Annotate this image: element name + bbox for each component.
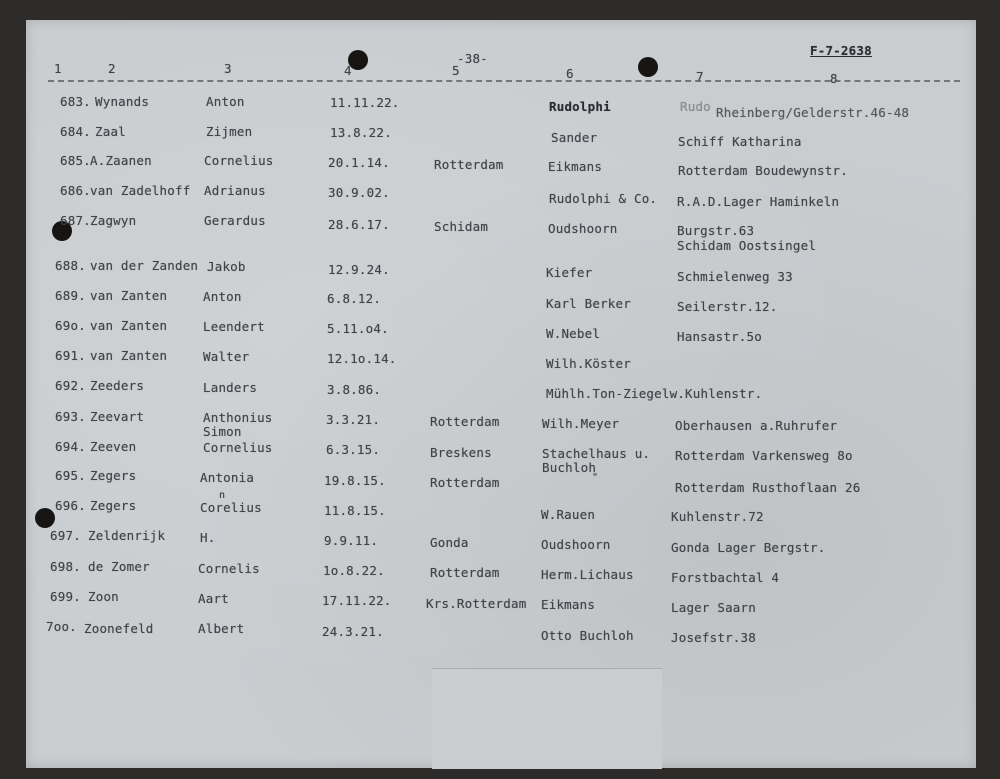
entry-birth-date: 12.1o.14. bbox=[327, 351, 397, 366]
entry-first-name: Gerardus bbox=[204, 213, 266, 228]
entry-birth-date: 30.9.02. bbox=[328, 185, 390, 200]
entry-first-name: Albert bbox=[198, 621, 245, 636]
entry-overtype: Rudo bbox=[680, 99, 711, 114]
entry-first-name: Cornelius bbox=[204, 153, 274, 168]
entry-address: Rotterdam Boudewynstr. bbox=[678, 163, 848, 178]
entry-surname: Zeeders bbox=[90, 378, 145, 393]
entry-first-name: Cornelius bbox=[203, 440, 273, 455]
entry-number: 694. bbox=[55, 439, 86, 454]
entry-surname: A.Zaanen bbox=[90, 153, 152, 168]
entry-first-name: Jakob bbox=[207, 259, 246, 274]
entry-first-name: Zijmen bbox=[206, 124, 253, 139]
entry-first-name-line2: Simon bbox=[203, 424, 242, 439]
entry-surname: Zoon bbox=[88, 589, 119, 604]
entry-surname: van der Zanden bbox=[90, 258, 199, 273]
entry-employer: W.Rauen bbox=[541, 507, 596, 522]
entry-number: 695. bbox=[55, 468, 86, 483]
entry-birth-date: 1o.8.22. bbox=[323, 563, 385, 578]
entry-address: Schiff Katharina bbox=[678, 134, 802, 149]
entry-birth-date: 28.6.17. bbox=[328, 217, 390, 232]
entry-number: 688. bbox=[55, 258, 86, 273]
entry-surname: Zeeven bbox=[90, 439, 137, 454]
entry-address: Burgstr.63 bbox=[677, 223, 755, 238]
entry-number: 69o. bbox=[55, 318, 86, 333]
entry-birth-date: 11.8.15. bbox=[324, 503, 386, 518]
column-number: 6 bbox=[566, 66, 574, 81]
entry-surname: Zegers bbox=[90, 498, 137, 513]
entry-surname: Zagwyn bbox=[90, 213, 137, 228]
punch-hole bbox=[35, 508, 55, 528]
entry-surname: de Zomer bbox=[88, 559, 150, 574]
entry-place: Rotterdam bbox=[434, 157, 504, 172]
entry-birth-date: 6.8.12. bbox=[327, 291, 382, 306]
entry-surname: Zegers bbox=[90, 468, 137, 483]
entry-place: Gonda bbox=[430, 535, 469, 550]
entry-surname: van Zanten bbox=[90, 348, 168, 363]
entry-first-name: Corelius bbox=[200, 500, 262, 515]
entry-birth-date: 19.8.15. bbox=[324, 473, 386, 488]
entry-number: 696. bbox=[55, 498, 86, 513]
column-number: 2 bbox=[108, 61, 116, 76]
entry-employer: Rudolphi & Co. bbox=[549, 191, 658, 206]
entry-address: Josefstr.38 bbox=[671, 630, 756, 645]
ditto-mark: " bbox=[592, 472, 599, 483]
entry-address: Hansastr.5o bbox=[677, 329, 762, 344]
entry-first-name: Leendert bbox=[203, 319, 265, 334]
entry-employer: Oudshoorn bbox=[541, 537, 611, 552]
entry-employer: Otto Buchloh bbox=[541, 628, 634, 643]
entry-employer-line2: Buchloh bbox=[542, 460, 597, 475]
entry-number: 698. bbox=[50, 559, 81, 574]
entry-birth-date: 3.8.86. bbox=[327, 382, 382, 397]
entry-address: Rotterdam Varkensweg 8o bbox=[675, 448, 853, 463]
entry-employer: Wilh.Meyer bbox=[542, 416, 620, 431]
entry-employer: Mühlh.Ton-Ziegelw.Kuhlenstr. bbox=[546, 386, 763, 401]
entry-number: 685. bbox=[60, 153, 91, 168]
entry-number: 687. bbox=[60, 213, 91, 228]
entry-address: Rotterdam Rusthoflaan 26 bbox=[675, 480, 861, 495]
column-number: 7 bbox=[696, 69, 704, 84]
entry-number: 684. bbox=[60, 124, 91, 139]
entry-surname: Zoonefeld bbox=[84, 621, 154, 636]
entry-birth-date: 3.3.21. bbox=[326, 412, 381, 427]
entry-number: 683. bbox=[60, 94, 91, 109]
entry-address: Lager Saarn bbox=[671, 600, 756, 615]
entry-number: 691. bbox=[55, 348, 86, 363]
entry-address: Forstbachtal 4 bbox=[671, 570, 780, 585]
entry-first-name: Cornelis bbox=[198, 561, 260, 576]
entry-first-name: Landers bbox=[203, 380, 258, 395]
entry-place: Rotterdam bbox=[430, 565, 500, 580]
entry-employer: Kiefer bbox=[546, 265, 593, 280]
entry-place: Rotterdam bbox=[430, 414, 500, 429]
file-reference: F-7-2638 bbox=[810, 43, 872, 58]
entry-number: 689. bbox=[55, 288, 86, 303]
entry-surname: van Zanten bbox=[90, 318, 168, 333]
entry-first-name: Anton bbox=[206, 94, 245, 109]
entry-number: 686. bbox=[60, 183, 91, 198]
correction-mark: n bbox=[219, 490, 226, 501]
entry-first-name: H. bbox=[200, 530, 216, 545]
entry-first-name: Adrianus bbox=[204, 183, 266, 198]
entry-place: Breskens bbox=[430, 445, 492, 460]
entry-employer: Stachelhaus u. bbox=[542, 446, 651, 461]
entry-employer: W.Nebel bbox=[546, 326, 601, 341]
entry-birth-date: 20.1.14. bbox=[328, 155, 390, 170]
entry-surname: Wynands bbox=[95, 94, 150, 109]
entry-place: Rotterdam bbox=[430, 475, 500, 490]
document-sheet bbox=[26, 20, 976, 768]
entry-surname: van Zadelhoff bbox=[90, 183, 191, 198]
header-rule bbox=[48, 80, 960, 82]
entry-birth-date: 6.3.15. bbox=[326, 442, 381, 457]
entry-number: 697. bbox=[50, 528, 81, 543]
entry-birth-date: 17.11.22. bbox=[322, 593, 392, 608]
entry-birth-date: 11.11.22. bbox=[330, 95, 400, 110]
entry-address-line2: Schidam Oostsingel bbox=[677, 238, 817, 253]
entry-employer: Eikmans bbox=[548, 159, 603, 174]
entry-number: 7oo. bbox=[46, 619, 77, 634]
entry-address: Gonda Lager Bergstr. bbox=[671, 540, 826, 555]
entry-address: Rheinberg/Gelderstr.46-48 bbox=[716, 105, 910, 120]
paper-tear bbox=[432, 668, 662, 769]
column-number: 1 bbox=[54, 61, 62, 76]
entry-address: Seilerstr.12. bbox=[677, 299, 778, 314]
entry-employer: Eikmans bbox=[541, 597, 596, 612]
entry-employer: Sander bbox=[551, 130, 598, 145]
entry-first-name: Walter bbox=[203, 349, 250, 364]
entry-number: 699. bbox=[50, 589, 81, 604]
entry-first-name: Antonia bbox=[200, 470, 255, 485]
entry-employer: Oudshoorn bbox=[548, 221, 618, 236]
page-number: -38- bbox=[457, 51, 488, 66]
entry-birth-date: 5.11.o4. bbox=[327, 321, 389, 336]
entry-surname: Zaal bbox=[95, 124, 126, 139]
entry-employer: Wilh.Köster bbox=[546, 356, 631, 371]
entry-employer: Karl Berker bbox=[546, 296, 631, 311]
entry-first-name: Anton bbox=[203, 289, 242, 304]
entry-surname: Zeevart bbox=[90, 409, 145, 424]
entry-employer: Rudolphi bbox=[549, 99, 611, 114]
entry-place: Krs.Rotterdam bbox=[426, 596, 527, 611]
column-number: 3 bbox=[224, 61, 232, 76]
entry-address: Schmielenweg 33 bbox=[677, 269, 793, 284]
entry-birth-date: 12.9.24. bbox=[328, 262, 390, 277]
entry-birth-date: 13.8.22. bbox=[330, 125, 392, 140]
entry-address: Oberhausen a.Ruhrufer bbox=[675, 418, 838, 433]
entry-employer: Herm.Lichaus bbox=[541, 567, 634, 582]
entry-first-name: Aart bbox=[198, 591, 229, 606]
punch-hole bbox=[638, 57, 658, 77]
column-number: 4 bbox=[344, 63, 352, 78]
entry-first-name: Anthonius bbox=[203, 410, 273, 425]
entry-place: Schidam bbox=[434, 219, 489, 234]
entry-surname: van Zanten bbox=[90, 288, 168, 303]
entry-address: R.A.D.Lager Haminkeln bbox=[677, 194, 840, 209]
column-number: 8 bbox=[830, 71, 838, 86]
entry-number: 693. bbox=[55, 409, 86, 424]
column-number: 5 bbox=[452, 63, 460, 78]
entry-surname: Zeldenrijk bbox=[88, 528, 166, 543]
entry-birth-date: 9.9.11. bbox=[324, 533, 379, 548]
entry-birth-date: 24.3.21. bbox=[322, 624, 384, 639]
entry-address: Kuhlenstr.72 bbox=[671, 509, 764, 524]
entry-number: 692. bbox=[55, 378, 86, 393]
